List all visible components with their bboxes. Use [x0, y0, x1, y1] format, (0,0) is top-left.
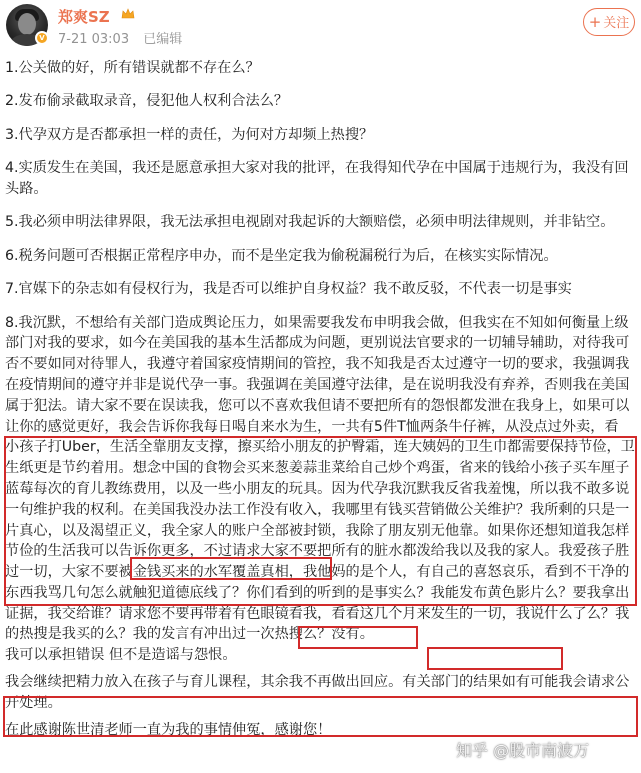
post-paragraph [5, 246, 633, 267]
plus-icon: + [588, 13, 602, 31]
crown-icon [121, 8, 135, 20]
paragraph-line: 3.代孕双方是否都承担一样的责任，为何对方却频上热搜？ [5, 126, 374, 143]
paragraph-line: 头路。 [5, 180, 48, 197]
paragraph-line: 蓝莓每次的育儿教练费用，以及一些小朋友的玩具。因为代孕我沉默我反省我羞愧，所以我不敢多说 [5, 480, 630, 497]
paragraph-line: 小孩子打Uber，生活全靠朋友支撑，擦买给小朋友的护臀霜，连大姨妈的卫生巾都需要保持节俭，卫 [5, 439, 635, 456]
post-paragraph [5, 212, 633, 233]
paragraph-line: 生纸更是节约着用。想念中国的食物会买来葱姜蒜韭菜给自己炒个鸡蛋，省来的钱给小孩子买车厘子 [5, 460, 630, 477]
paragraph-line: 开处理。 [5, 694, 62, 711]
paragraph-line: 4.实质发生在美国，我还是愿意承担大家对我的批评，在我得知代孕在中国属于违规行为，我没有回 [5, 160, 629, 177]
paragraph-line: 否不要如同对待罪人，我遵守着国家疫情期间的管控，我不知我是否太过遵守一切的要求，我强调我 [5, 356, 630, 373]
watermark: 知乎 @股市南波万 [456, 741, 590, 760]
post-paragraph [5, 125, 633, 146]
post-paragraph [5, 58, 633, 79]
post-meta [58, 28, 182, 47]
paragraph-line: 节俭的生活我可以告诉你更多，不过请求大家不要把所有的脏水都泼给我以及我的家人。我爱孩子胜 [5, 543, 630, 560]
post-paragraph [5, 313, 633, 646]
follow-button[interactable] [583, 8, 635, 36]
paragraph-line: 6.税务问题可否根据正常程序申办，而不是坐定我为偷税漏税行为后，在核实实际情况。 [5, 247, 558, 264]
post-header [0, 0, 641, 56]
post-paragraph [5, 158, 633, 200]
paragraph-line: 1.公关做的好，所有错误就都不存在么？ [5, 60, 260, 76]
post-paragraph [5, 279, 633, 300]
paragraph-line: 的热搜是我买的么？我的发言有冲出过一次热搜么？没有。 [5, 626, 374, 643]
paragraph-line: 在疫情期间的遵守并非是说代孕一事。我强调在美国遵守法律，是在说明我没有弃养，否则我在美国 [5, 376, 630, 393]
paragraph-line: 东西我骂几句怎么就触犯道德底线了？你们看到的听到的是事实么？我能发布黄色影片么？要我拿出 [5, 584, 630, 601]
post-paragraph [5, 645, 633, 666]
paragraph-line: 一句维护我的权利。在美国我没办法工作没有收入，我哪里有钱买营销做公关维护？我所剩的只是一 [5, 501, 630, 518]
avatar-face [18, 13, 36, 35]
paragraph-line: 部门对我的要求，如今在美国我的基本生活都成为问题，更别说法官要求的一切辅导辅助，对待我可 [5, 335, 630, 352]
paragraph-line: 我可以承担错误 但不是造谣与怨恨。 [5, 647, 237, 664]
paragraph-line: 让你的感觉更好，我会告诉你我每日喝自来水为生，一共有5件T恤两条牛仔裤，从没点过外卖，看 [5, 418, 619, 435]
paragraph-line: 证据，我交给谁？请求您不要再带着有色眼镜看我，看看这几个月来发生的一切，我说什么了么？我 [5, 605, 630, 622]
post-paragraph [5, 91, 633, 112]
paragraph-line: 7.官媒下的杂志如有侵权行为，我是否可以维护自身权益？我不敢反驳，不代表一切是事实 [5, 281, 572, 298]
paragraph-line: 2.发布偷录截取录音，侵犯他人权利合法么？ [5, 93, 289, 110]
post-body [5, 58, 633, 740]
edited-label: 已编辑 [143, 32, 183, 47]
author-name[interactable]: 郑爽SZ [58, 8, 110, 26]
paragraph-line: 在此感谢陈世清老师一直为我的事情伸冤，感谢您！ [5, 721, 332, 738]
follow-label: 关注 [603, 16, 630, 31]
paragraph-line: 过一切，大家不要被金钱买来的水军覆盖真相，我他妈的是个人，有自己的喜怒哀乐，看到不干净的 [5, 564, 630, 581]
paragraph-line: 8.我沉默，不想给有关部门造成舆论压力，如果需要我发布申明我会做，但我实在不知如何衡量上级 [5, 314, 629, 331]
paragraph-line: 5.我必须申明法律界限，我无法承担电视剧对我起诉的大额赔偿，必须申明法律规则，并非钻空。 [5, 214, 615, 231]
paragraph-line: 属于犯法。请大家不要在误读我，您可以不喜欢我但请不要把所有的怨恨都发泄在我身上，如果可以 [5, 397, 630, 414]
paragraph-line: 我会继续把精力放入在孩子与育儿课程，其余我不再做出回应。有关部门的结果如有可能我会请求公 [5, 674, 630, 691]
post-timestamp[interactable]: 7-21 03:03 [58, 32, 130, 47]
verified-icon: V [35, 31, 49, 45]
post-paragraph [5, 672, 633, 714]
paragraph-line: 片真心，以及渴望正义，我全家人的账户全部被封锁，我除了朋友别无他靠。如果你还想知道我怎样 [5, 522, 630, 539]
